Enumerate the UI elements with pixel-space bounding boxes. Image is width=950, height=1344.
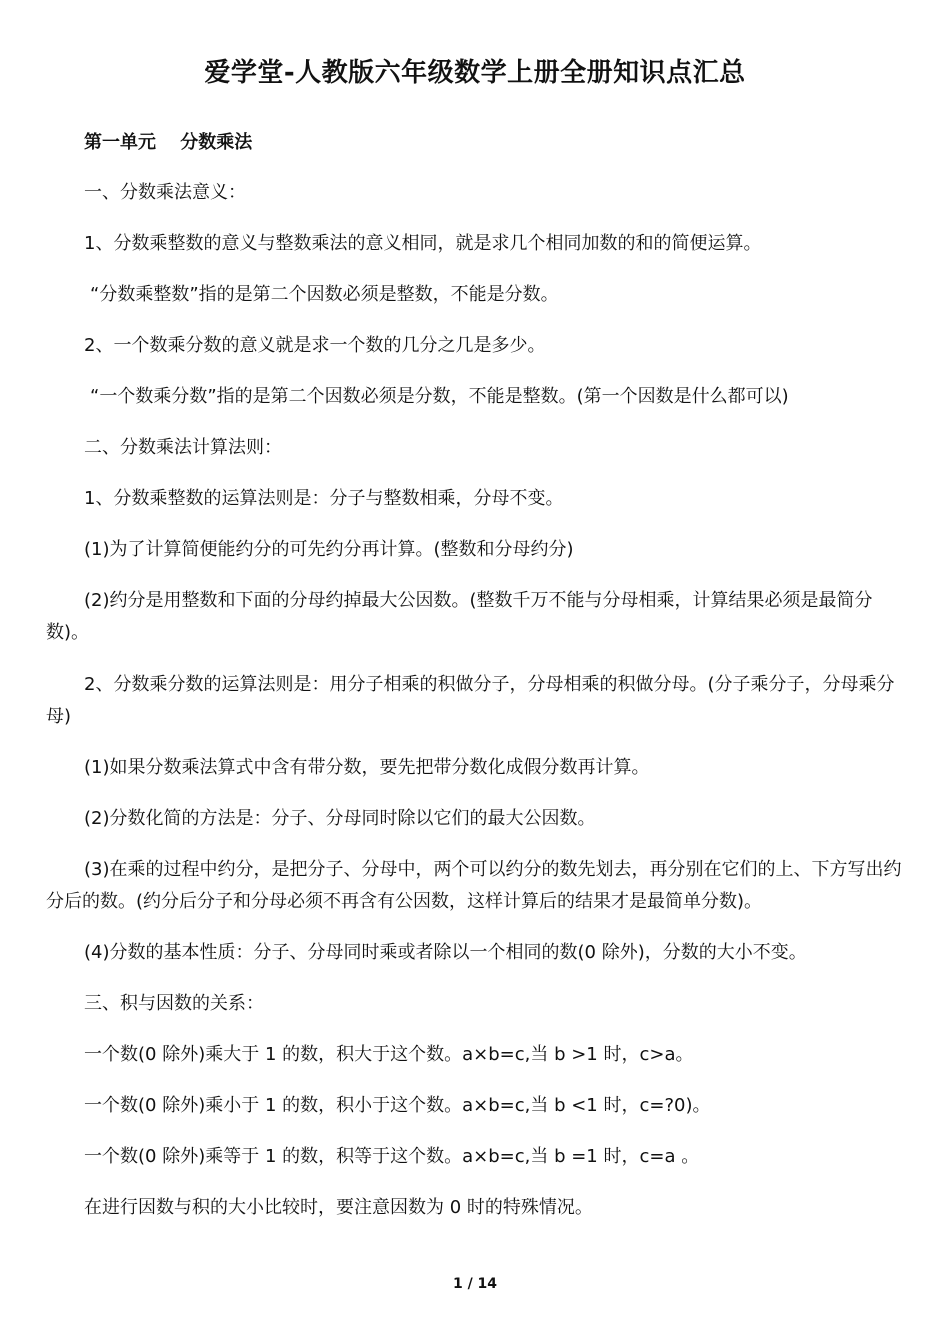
text-line: 1、分数乘整数的意义与整数乘法的意义相同，就是求几个相同加数的和的简便运算。 (84, 233, 762, 254)
text-line: 1、分数乘整数的运算法则是：分子与整数相乘，分母不变。 (84, 488, 564, 509)
section-heading-3: 三、积与因数的关系： (84, 993, 264, 1014)
unit-heading: 第一单元 分数乘法 (84, 132, 253, 153)
text-line: (4)分数的基本性质：分子、分母同时乘或者除以一个相同的数(0 除外)，分数的大小不变。 (84, 942, 807, 963)
text-line: “分数乘整数”指的是第二个因数必须是整数，不能是分数。 (90, 284, 559, 305)
text-paragraph: (3)在乘的过程中约分，是把分子、分母中，两个可以约分的数先划去，再分别在它们的上、下方写出约分后的数。(约分后分子和分母必须不再含有公因数，这样计算后的结果才是最简单分数)。 (46, 859, 902, 912)
text-paragraph: (2)约分是用整数和下面的分母约掉最大公因数。(整数千万不能与分母相乘，计算结果必须是最简分数)。 (46, 590, 873, 643)
document-title: 爱学堂-人教版六年级数学上册全册知识点汇总 (204, 58, 746, 88)
text-line: (1)如果分数乘法算式中含有带分数，要先把带分数化成假分数再计算。 (84, 757, 650, 778)
text-line: 2、一个数乘分数的意义就是求一个数的几分之几是多少。 (84, 335, 546, 356)
section-heading-2: 二、分数乘法计算法则： (84, 437, 282, 458)
text-line: (1)为了计算简便能约分的可先约分再计算。(整数和分母约分) (84, 539, 574, 560)
text-line: “一个数乘分数”指的是第二个因数必须是分数，不能是整数。(第一个因数是什么都可以) (90, 386, 789, 407)
text-line: (2)分数化简的方法是：分子、分母同时除以它们的最大公因数。 (84, 808, 596, 829)
section-heading-1: 一、分数乘法意义： (84, 182, 246, 203)
text-line: 一个数(0 除外)乘等于 1 的数，积等于这个数。a×b=c,当 b =1 时，c=a 。 (84, 1146, 700, 1167)
text-line: 在进行因数与积的大小比较时，要注意因数为 0 时的特殊情况。 (84, 1197, 593, 1218)
text-line: 一个数(0 除外)乘小于 1 的数，积小于这个数。a×b=c,当 b <1 时，c=?0)。 (84, 1095, 711, 1116)
text-line: 一个数(0 除外)乘大于 1 的数，积大于这个数。a×b=c,当 b >1 时，c>a。 (84, 1044, 694, 1065)
page-number: 1 / 14 (452, 1276, 498, 1292)
text-paragraph: 2、分数乘分数的运算法则是：用分子相乘的积做分子，分母相乘的积做分母。(分子乘分子，分母乘分母) (46, 674, 895, 727)
